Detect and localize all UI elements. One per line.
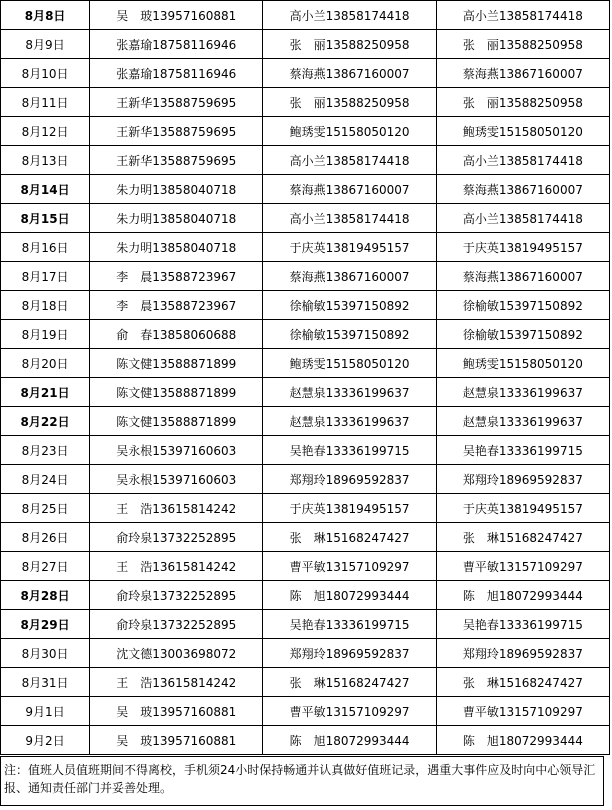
duty-staff-cell: 鲍琇雯15158050120 <box>263 117 436 146</box>
date-cell: 8月24日 <box>1 465 90 494</box>
duty-staff-cell: 吴艳春13336199715 <box>263 436 436 465</box>
duty-staff-cell: 赵慧泉13336199637 <box>263 378 436 407</box>
date-cell: 8月30日 <box>1 639 90 668</box>
duty-staff-cell: 张 琳15168247427 <box>263 668 436 697</box>
duty-staff-repeat-cell: 蔡海燕13867160007 <box>436 175 609 204</box>
table-row <box>1 494 610 523</box>
table-row <box>1 523 610 552</box>
date-cell: 8月26日 <box>1 523 90 552</box>
duty-staff-repeat-cell: 高小兰13858174418 <box>436 146 609 175</box>
duty-staff-cell: 徐榆敏15397150892 <box>263 320 436 349</box>
date-cell: 8月9日 <box>1 30 90 59</box>
duty-leader-cell: 朱力明13858040718 <box>90 233 263 262</box>
date-cell: 8月10日 <box>1 59 90 88</box>
table-row <box>1 320 610 349</box>
table-row <box>1 349 610 378</box>
duty-staff-repeat-cell: 徐榆敏15397150892 <box>436 291 609 320</box>
duty-staff-repeat-cell: 吴艳春13336199715 <box>436 610 609 639</box>
duty-staff-cell: 郑翔玲18969592837 <box>263 639 436 668</box>
duty-leader-cell: 王 浩13615814242 <box>90 668 263 697</box>
duty-leader-cell: 李 晨13588723967 <box>90 262 263 291</box>
duty-staff-repeat-cell: 蔡海燕13867160007 <box>436 262 609 291</box>
duty-leader-cell: 王 浩13615814242 <box>90 494 263 523</box>
table-row <box>1 407 610 436</box>
duty-leader-cell: 朱力明13858040718 <box>90 175 263 204</box>
date-cell: 8月23日 <box>1 436 90 465</box>
duty-leader-cell: 沈文德13003698072 <box>90 639 263 668</box>
duty-staff-cell: 吴艳春13336199715 <box>263 610 436 639</box>
duty-staff-cell: 于庆英13819495157 <box>263 233 436 262</box>
table-row <box>1 291 610 320</box>
duty-staff-cell: 张 丽13588250958 <box>263 30 436 59</box>
duty-staff-repeat-cell: 高小兰13858174418 <box>436 1 609 30</box>
duty-staff-cell: 徐榆敏15397150892 <box>263 291 436 320</box>
table-row <box>1 117 610 146</box>
date-cell: 8月22日 <box>1 407 90 436</box>
duty-staff-cell: 高小兰13858174418 <box>263 204 436 233</box>
table-row <box>1 175 610 204</box>
date-cell: 8月16日 <box>1 233 90 262</box>
duty-staff-cell: 张 琳15168247427 <box>263 523 436 552</box>
date-cell: 8月18日 <box>1 291 90 320</box>
duty-leader-cell: 吴永根15397160603 <box>90 465 263 494</box>
table-row <box>1 639 610 668</box>
date-cell: 8月29日 <box>1 610 90 639</box>
date-cell: 8月14日 <box>1 175 90 204</box>
date-cell: 8月21日 <box>1 378 90 407</box>
table-row <box>1 581 610 610</box>
duty-staff-cell: 蔡海燕13867160007 <box>263 175 436 204</box>
duty-staff-cell: 张 丽13588250958 <box>263 88 436 117</box>
duty-staff-repeat-cell: 张 丽13588250958 <box>436 30 609 59</box>
duty-staff-repeat-cell: 徐榆敏15397150892 <box>436 320 609 349</box>
date-cell: 8月20日 <box>1 349 90 378</box>
duty-staff-repeat-cell: 曹平敏13157109297 <box>436 697 609 726</box>
duty-leader-cell: 张嘉瑜18758116946 <box>90 30 263 59</box>
duty-staff-repeat-cell: 鲍琇雯15158050120 <box>436 349 609 378</box>
duty-staff-repeat-cell: 张 琳15168247427 <box>436 523 609 552</box>
date-cell: 9月1日 <box>1 697 90 726</box>
table-row <box>1 88 610 117</box>
duty-leader-cell: 俞玲泉13732252895 <box>90 610 263 639</box>
footnote: 注：值班人员值班期间不得离校，手机须24小时保持畅通并认真做好值班记录，遇重大事件应及时向中心领导汇报、通知责任部门并妥善处理。 <box>0 756 604 806</box>
date-cell: 8月13日 <box>1 146 90 175</box>
duty-staff-repeat-cell: 郑翔玲18969592837 <box>436 465 609 494</box>
duty-schedule-body <box>1 1 610 755</box>
duty-staff-cell: 高小兰13858174418 <box>263 1 436 30</box>
date-cell: 8月17日 <box>1 262 90 291</box>
duty-leader-cell: 俞玲泉13732252895 <box>90 523 263 552</box>
duty-staff-cell: 陈 旭18072993444 <box>263 726 436 755</box>
table-row <box>1 378 610 407</box>
duty-staff-repeat-cell: 鲍琇雯15158050120 <box>436 117 609 146</box>
duty-staff-repeat-cell: 陈 旭18072993444 <box>436 581 609 610</box>
duty-leader-cell: 陈文健13588871899 <box>90 407 263 436</box>
date-cell: 8月8日 <box>1 1 90 30</box>
duty-staff-cell: 陈 旭18072993444 <box>263 581 436 610</box>
duty-staff-cell: 高小兰13858174418 <box>263 146 436 175</box>
duty-staff-cell: 曹平敏13157109297 <box>263 697 436 726</box>
duty-staff-cell: 曹平敏13157109297 <box>263 552 436 581</box>
duty-staff-repeat-cell: 张 丽13588250958 <box>436 88 609 117</box>
duty-staff-repeat-cell: 张 琳15168247427 <box>436 668 609 697</box>
duty-leader-cell: 王 浩13615814242 <box>90 552 263 581</box>
date-cell: 8月15日 <box>1 204 90 233</box>
table-row <box>1 465 610 494</box>
date-cell: 9月2日 <box>1 726 90 755</box>
duty-staff-repeat-cell: 于庆英13819495157 <box>436 233 609 262</box>
table-row <box>1 697 610 726</box>
duty-staff-repeat-cell: 郑翔玲18969592837 <box>436 639 609 668</box>
table-row <box>1 668 610 697</box>
duty-staff-cell: 于庆英13819495157 <box>263 494 436 523</box>
date-cell: 8月31日 <box>1 668 90 697</box>
table-row <box>1 30 610 59</box>
duty-staff-repeat-cell: 曹平敏13157109297 <box>436 552 609 581</box>
duty-staff-repeat-cell: 于庆英13819495157 <box>436 494 609 523</box>
duty-staff-cell: 鲍琇雯15158050120 <box>263 349 436 378</box>
duty-staff-cell: 赵慧泉13336199637 <box>263 407 436 436</box>
duty-leader-cell: 吴 玻13957160881 <box>90 697 263 726</box>
duty-leader-cell: 李 晨13588723967 <box>90 291 263 320</box>
duty-staff-repeat-cell: 赵慧泉13336199637 <box>436 407 609 436</box>
duty-leader-cell: 吴永根15397160603 <box>90 436 263 465</box>
duty-leader-cell: 吴 玻13957160881 <box>90 1 263 30</box>
date-cell: 8月27日 <box>1 552 90 581</box>
duty-leader-cell: 吴 玻13957160881 <box>90 726 263 755</box>
table-row <box>1 262 610 291</box>
table-row <box>1 726 610 755</box>
duty-staff-repeat-cell: 陈 旭18072993444 <box>436 726 609 755</box>
duty-leader-cell: 朱力明13858040718 <box>90 204 263 233</box>
duty-staff-repeat-cell: 赵慧泉13336199637 <box>436 378 609 407</box>
date-cell: 8月19日 <box>1 320 90 349</box>
table-row <box>1 59 610 88</box>
table-row <box>1 1 610 30</box>
duty-staff-cell: 蔡海燕13867160007 <box>263 59 436 88</box>
table-row <box>1 146 610 175</box>
table-row <box>1 204 610 233</box>
duty-staff-repeat-cell: 吴艳春13336199715 <box>436 436 609 465</box>
date-cell: 8月12日 <box>1 117 90 146</box>
date-cell: 8月25日 <box>1 494 90 523</box>
table-row <box>1 610 610 639</box>
duty-staff-cell: 蔡海燕13867160007 <box>263 262 436 291</box>
table-row <box>1 552 610 581</box>
duty-leader-cell: 陈文健13588871899 <box>90 378 263 407</box>
duty-staff-cell: 郑翔玲18969592837 <box>263 465 436 494</box>
duty-leader-cell: 俞 春13858060688 <box>90 320 263 349</box>
date-cell: 8月11日 <box>1 88 90 117</box>
duty-leader-cell: 王新华13588759695 <box>90 117 263 146</box>
date-cell: 8月28日 <box>1 581 90 610</box>
table-row <box>1 233 610 262</box>
table-row <box>1 436 610 465</box>
duty-staff-repeat-cell: 高小兰13858174418 <box>436 204 609 233</box>
duty-staff-repeat-cell: 蔡海燕13867160007 <box>436 59 609 88</box>
duty-leader-cell: 张嘉瑜18758116946 <box>90 59 263 88</box>
duty-leader-cell: 陈文健13588871899 <box>90 349 263 378</box>
duty-leader-cell: 王新华13588759695 <box>90 88 263 117</box>
duty-leader-cell: 王新华13588759695 <box>90 146 263 175</box>
duty-leader-cell: 俞玲泉13732252895 <box>90 581 263 610</box>
